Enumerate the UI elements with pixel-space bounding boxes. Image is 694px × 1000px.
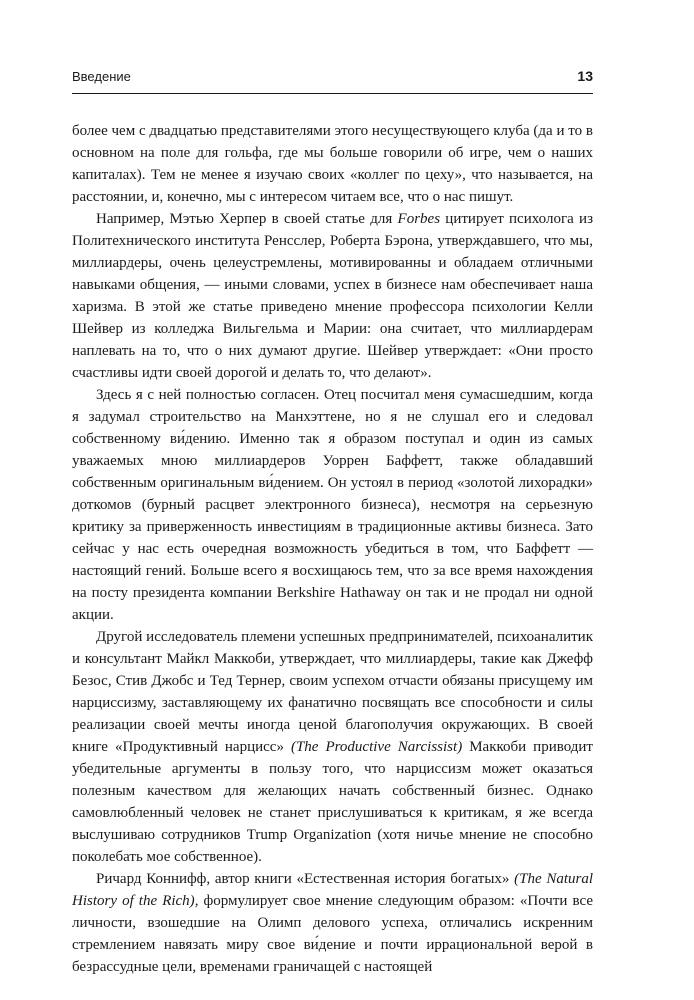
header-rule bbox=[72, 93, 593, 94]
paragraph bbox=[72, 868, 593, 978]
text-run: Маккоби приводит убедительные аргументы в пользу того, что нарциссизм может оказаться полезным качеством для желающих начать собственный бизнес. Однако самовлюбленный человек не станет прислушиваться к критикам, я же всегда выслушиваю сотрудников Trump Organization (хотя ничье мнение не способно поколебать мое собственное). bbox=[72, 739, 593, 865]
italic-text: Forbes bbox=[397, 211, 441, 227]
paragraph: Здесь я с ней полностью согласен. Отец посчитал меня сумасшедшим, когда я задумал строительство на Манхэттене, но я не слушал его и следовал собственному ви́дению. Именно так я образом поступал и один из самых уважаемых мною миллиардеров Уоррен Баффетт, также обладавший собственным оригинальным ви́дением. Он устоял в период «золотой лихорадки» доткомов (бурный расцвет электронного бизнеса), несмотря на серьезную критику за приверженность инвестициям в традиционные активы бизнеса. Зато сейчас у нас есть очередная возможность убедиться в том, что Баффетт — настоящий гений. Больше всего я восхищаюсь тем, что за все время нахождения на посту президента компании Berkshire Hathaway он так и не продал ни одной акции. bbox=[72, 387, 593, 623]
paragraph: более чем с двадцатью представителями этого несуществующего клуба (да и то в основном на поле для гольфа, где мы больше говорили об игре, чем о наших капиталах). Тем не менее я изучаю своих «коллег по цеху», что называется, на расстоянии, и, конечно, мы с интересом читаем все, что о нас пишут. bbox=[72, 123, 593, 205]
running-head bbox=[72, 69, 593, 89]
page-number: 13 bbox=[577, 68, 593, 84]
italic-text: (The Natural History of the Rich) bbox=[72, 871, 593, 909]
paragraph bbox=[72, 208, 593, 384]
paragraph bbox=[72, 626, 593, 868]
text-run: Ричард Коннифф, автор книги «Естественная история богатых» bbox=[96, 871, 515, 887]
text-run: Например, Мэтью Херпер в своей статье для bbox=[96, 211, 398, 227]
section-title: Введение bbox=[72, 69, 131, 84]
italic-text: (The Productive Narcissist) bbox=[290, 739, 463, 755]
text-run: цитирует психолога из Политехнического института Ренсслер, Роберта Бэрона, утверждавшего, что мы, миллиардеры, очень целеустремлены, мотивированны и обладаем отличными навыками общения, — иными словами, успех в бизнесе нам обеспечивает наша харизма. В этой же статье приведено мнение профессора психологии Келли Шейвер из колледжа Вильгельма и Марии: она считает, что миллиардерам наплевать на то, что о них думают другие. Шейвер утверждает: «Они просто счастливы идти своей дорогой и делать то, что делают». bbox=[72, 211, 593, 381]
body-text bbox=[72, 120, 593, 978]
text-run: Другой исследователь племени успешных предпринимателей, психоаналитик и консультант Майкл Маккоби, утверждает, что миллиардеры, такие как Джефф Безос, Стив Джобс и Тед Тернер, своим успехом отчасти обязаны присущему им нарциссизму, заставляющему их фанатично посвящать все способности и силы реализации своей мечты иногда ценой благополучия окружающих. В своей книге «Продуктивный нарцисс» bbox=[72, 629, 593, 755]
text-run: , формулирует свое мнение следующим образом: «Почти все личности, взошедшие на Олимп делового успеха, отличались искренним стремлением навязать миру свое ви́дение и почти иррациональной верой в безрассудные цели, временами граничащей с настоящей bbox=[72, 893, 593, 975]
